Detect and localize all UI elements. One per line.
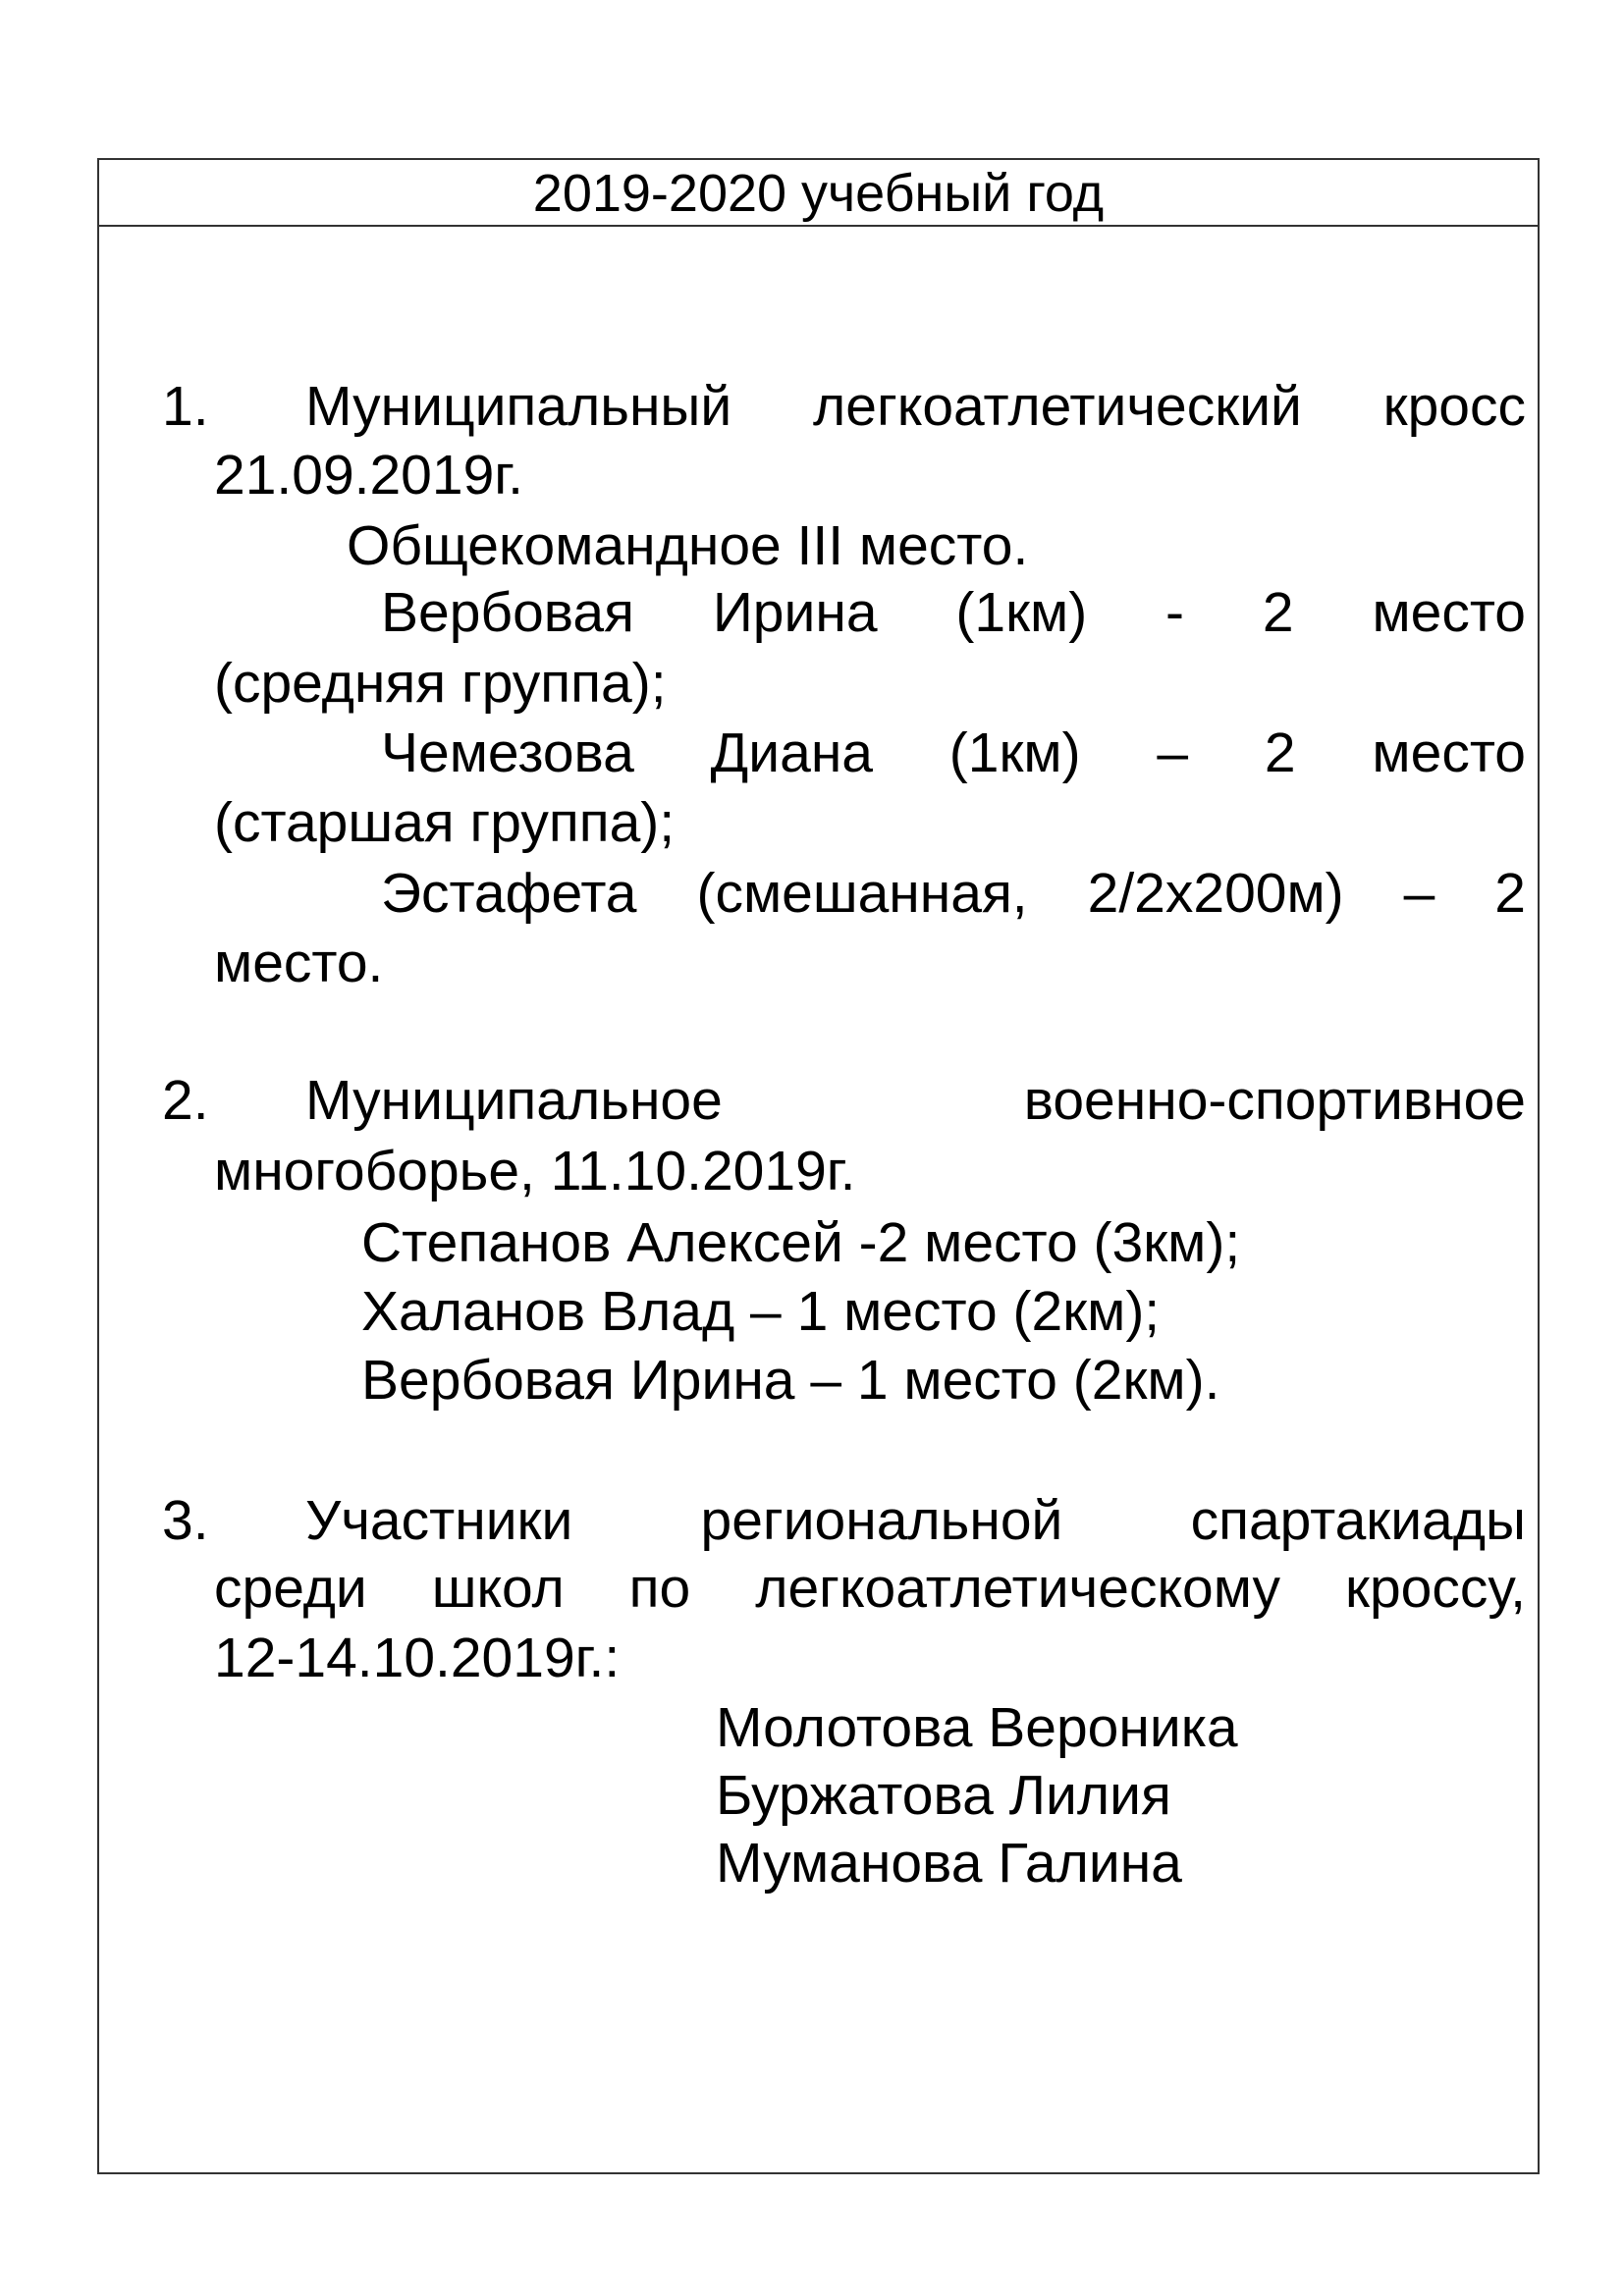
item-3-line: Участники региональной спартакиады <box>305 1489 1526 1552</box>
item-2-line: Муниципальное военно-спортивное <box>305 1069 1526 1132</box>
item-number-3: 3. <box>162 1489 209 1552</box>
participant-name: Молотова Вероника <box>716 1696 1238 1759</box>
participant-name: Буржатова Лилия <box>716 1764 1171 1827</box>
item-2-line: Халанов Влад – 1 место (2км); <box>361 1280 1161 1343</box>
item-3-line: среди школ по легкоатлетическому кроссу, <box>214 1557 1526 1620</box>
item-1-line: Чемезова Диана (1км) – 2 место <box>381 721 1526 784</box>
item-1-line: Эстафета (смешанная, 2/2х200м) – 2 <box>381 862 1526 925</box>
item-1-line: Вербовая Ирина (1км) - 2 место <box>381 581 1526 644</box>
item-number-1: 1. <box>162 375 209 438</box>
table-header-title: 2019-2020 учебный год <box>532 164 1105 223</box>
item-1-line: Общекомандное III место. <box>347 514 1029 577</box>
item-number-2: 2. <box>162 1069 209 1132</box>
item-2-line: многоборье, 11.10.2019г. <box>214 1140 856 1202</box>
item-2-line: Степанов Алексей -2 место (3км); <box>361 1211 1241 1274</box>
item-1-line: (старшая группа); <box>214 791 676 854</box>
participant-name: Муманова Галина <box>716 1832 1182 1895</box>
item-1-line: место. <box>214 932 384 994</box>
item-3-line: 12-14.10.2019г.: <box>214 1627 621 1689</box>
item-1-line: 21.09.2019г. <box>214 444 523 507</box>
item-1-line: (средняя группа); <box>214 652 667 715</box>
item-2-line: Вербовая Ирина – 1 место (2км). <box>361 1349 1220 1412</box>
item-1-line: Муниципальный легкоатлетический кросс <box>305 375 1526 438</box>
